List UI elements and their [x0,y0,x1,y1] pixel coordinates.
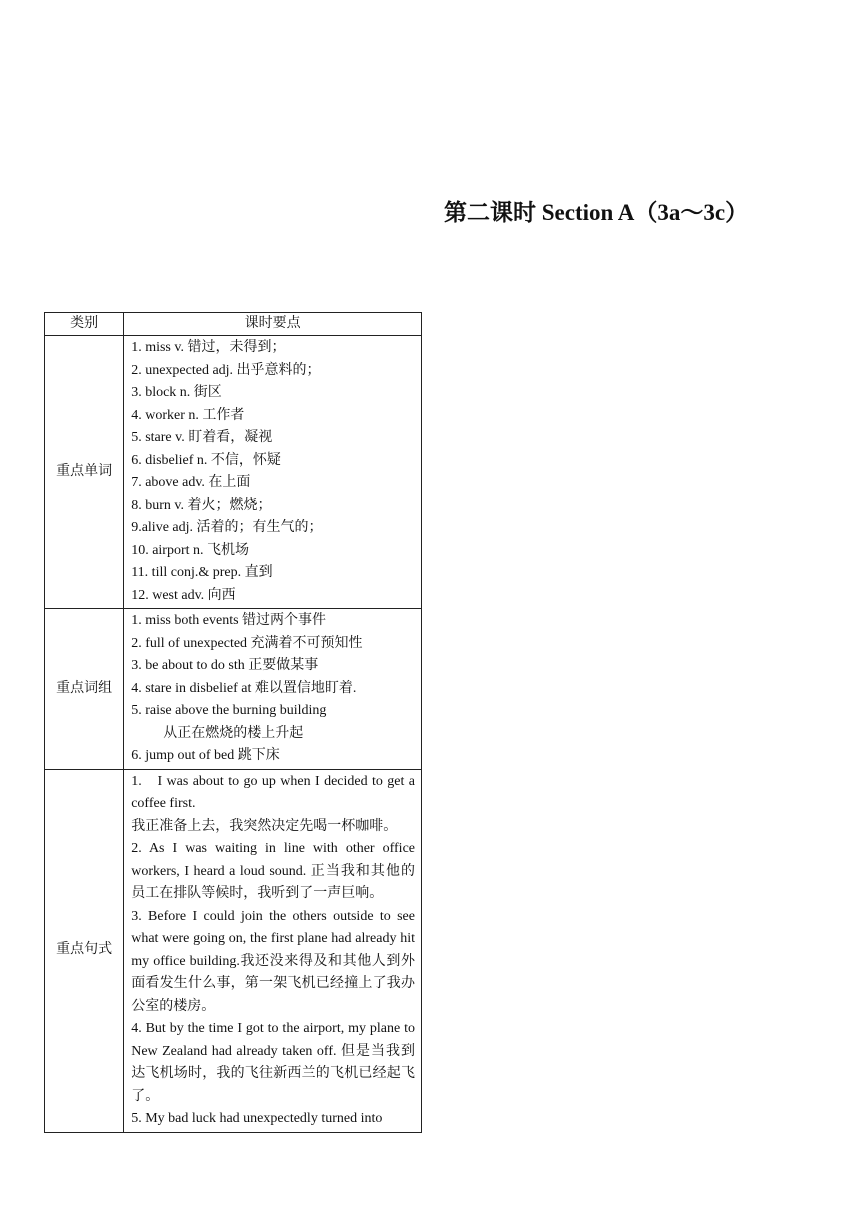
phrase-item: 5. raise above the burning building [131,703,327,718]
vocab-item: 10. airport n. 飞机场 [131,542,250,558]
header-category: 类别 [45,313,124,336]
vocab-item: 11. till conj.& prep. 直到 [131,565,273,580]
sentence-item: 1. I was about to go up when I decided to get a coffee first. [131,773,415,811]
vocab-item: 8. burn v. 着火；燃烧； [131,497,272,513]
vocab-item: 1. miss v. 错过，未得到； [131,340,286,355]
vocab-item: 3. block n. 街区 [131,385,222,400]
phrase-item-translation: 从正在燃烧的楼上升起 [163,725,304,741]
vocab-item: 4. worker n. 工作者 [131,407,245,423]
vocab-item: 2. unexpected adj. 出乎意料的； [131,362,321,378]
phrases-category: 重点词组 [45,609,124,770]
sentences-category: 重点句式 [45,769,124,1132]
sentences-row [45,769,422,1132]
vocab-item: 5. stare v. 盯着看，凝视 [131,430,273,445]
vocab-item: 6. disbelief n. 不信，怀疑 [131,452,281,468]
phrases-list [124,609,422,770]
sentence-translation: 我正准备上去，我突然决定先喝一杯咖啡。 [131,818,398,834]
phrase-item: 2. full of unexpected 充满着不可预知性 [131,635,363,651]
sentence-item: 3. Before I could join the others outside to see what were going on, the first plane had already hit my office building.我还没来得及和其他人到外面看发生什么事，第一架飞机已经撞上了我办公室的楼房。 [131,908,415,1014]
vocabulary-row [45,336,422,609]
sentence-item: 2. As I was waiting in line with other office workers, I heard a loud sound. 正当我和其他的员工在排队等候时，我听到了一声巨响。 [131,841,415,901]
header-points: 课时要点 [124,313,422,336]
phrase-item: 3. be about to do sth 正要做某事 [131,658,319,673]
vocab-item: 12. west adv. 向西 [131,587,236,603]
vocabulary-category: 重点单词 [45,336,124,609]
page-title: 第二课时 Section A（3a～3c） [444,200,749,225]
phrase-item: 6. jump out of bed 跳下床 [131,748,280,763]
vocabulary-list [124,336,422,609]
table-header-row [45,313,422,336]
sentence-item-partial: 5. My bad luck had unexpectedly turned into [131,1111,383,1126]
vocab-item: 7. above adv. 在上面 [131,475,251,490]
vocab-item: 9.alive adj. 活着的；有生气的； [131,520,323,535]
phrase-item: 1. miss both events 错过两个事件 [131,613,327,628]
sentence-item: 4. But by the time I got to the airport, my plane to New Zealand had already taken off. 但是当我到达飞机场时，我的飞往新西兰的飞机已经起飞了。 [131,1021,415,1104]
phrases-row [45,609,422,770]
phrase-item: 4. stare in disbelief at 难以置信地盯着. [131,680,357,696]
sentences-list [124,769,422,1132]
lesson-points-table [44,312,422,1133]
